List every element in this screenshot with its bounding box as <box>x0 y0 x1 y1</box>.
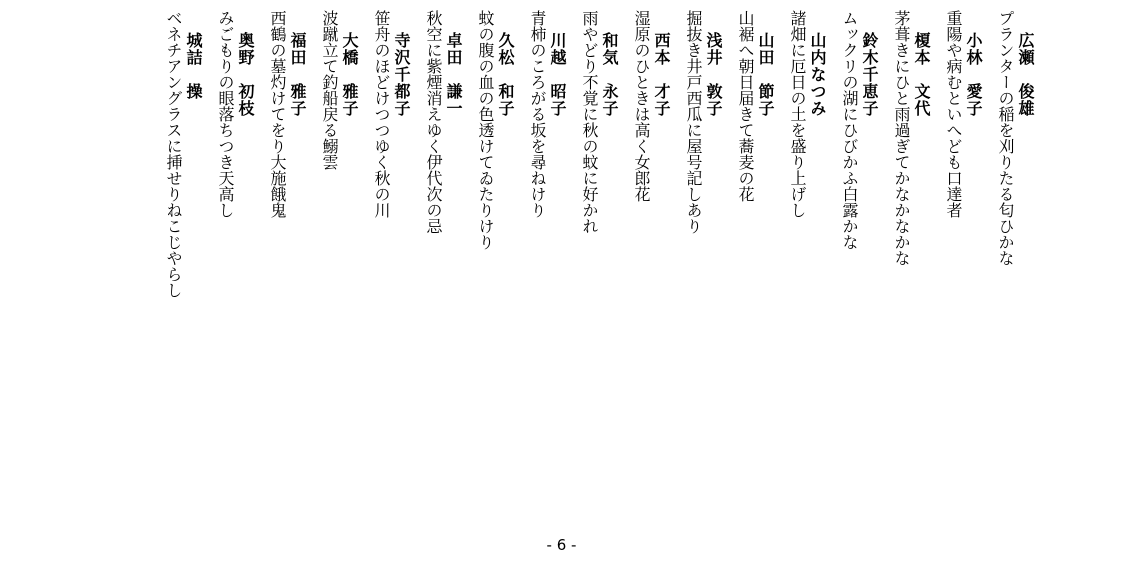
haiku-entry <box>943 10 983 530</box>
author-name: 寺沢千都子 <box>392 32 411 117</box>
author-name: 大橋 雅子 <box>340 32 359 117</box>
haiku-text: プランターの稲を刈りたる匂ひかな <box>996 10 1015 266</box>
haiku-text: みごもりの眼落ちつき天高し <box>216 10 235 218</box>
haiku-entry <box>735 10 775 530</box>
author-name: 鈴木千恵子 <box>860 32 879 117</box>
author-name: 榎本 文代 <box>912 32 931 117</box>
haiku-entry <box>787 10 827 530</box>
haiku-text: 波蹴立て釣船戻る鰯雲 <box>320 10 339 170</box>
haiku-entry <box>267 10 307 530</box>
haiku-entry <box>423 10 463 530</box>
author-name: 福田 雅子 <box>288 32 307 117</box>
haiku-text: 掘抜き井戸西瓜に屋号記しあり <box>684 10 703 234</box>
haiku-text: ムックリの湖にひびかふ白露かな <box>840 10 859 250</box>
haiku-entry <box>475 10 515 530</box>
author-name: 西本 才子 <box>652 32 671 117</box>
haiku-text: 秋空に紫煙消えゆく伊代次の忌 <box>424 10 443 234</box>
haiku-text: ベネチアングラスに挿せりねこじやらし <box>164 10 183 298</box>
haiku-text: 青柿のころがる坂を尋ねけり <box>528 10 547 218</box>
author-name: 城詰 操 <box>184 32 203 100</box>
haiku-text: 蚊の腹の血の色透けてゐたりけり <box>476 10 495 250</box>
haiku-entry <box>163 10 203 530</box>
haiku-entry <box>371 10 411 530</box>
author-name: 広瀬 俊雄 <box>1016 32 1035 117</box>
author-name: 卓田 謙一 <box>444 32 463 117</box>
haiku-text: 茅葺きにひと雨過ぎてかなかなかな <box>892 10 911 266</box>
haiku-entry <box>215 10 255 530</box>
haiku-entry <box>631 10 671 530</box>
author-name: 小林 愛子 <box>964 32 983 117</box>
haiku-text: 山裾へ朝日届きて蕎麦の花 <box>736 10 755 202</box>
author-name: 山内なつみ <box>808 32 827 117</box>
haiku-entry <box>891 10 931 530</box>
author-name: 川越 昭子 <box>548 32 567 117</box>
haiku-text: 湿原のひときは高く女郎花 <box>632 10 651 202</box>
haiku-text: 笹舟のほどけつつゆく秋の川 <box>372 10 391 218</box>
haiku-entry <box>995 10 1035 530</box>
haiku-text: 重陽や病むといへども口達者 <box>944 10 963 218</box>
author-name: 久松 和子 <box>496 32 515 117</box>
haiku-text: 諸畑に厄日の土を盛り上げし <box>788 10 807 218</box>
haiku-columns <box>151 10 1035 530</box>
haiku-entry <box>839 10 879 530</box>
author-name: 浅井 敦子 <box>704 32 723 117</box>
haiku-entry <box>527 10 567 530</box>
haiku-text: 西鶴の墓灼けてをり大施餓鬼 <box>268 10 287 218</box>
haiku-entry <box>579 10 619 530</box>
haiku-entry <box>683 10 723 530</box>
haiku-text: 雨やどり不覚に秋の蚊に好かれ <box>580 10 599 234</box>
haiku-entry <box>319 10 359 530</box>
author-name: 山田 節子 <box>756 32 775 117</box>
author-name: 和気 永子 <box>600 32 619 117</box>
author-name: 奥野 初枝 <box>236 32 255 117</box>
page-number: - 6 - <box>546 536 577 554</box>
